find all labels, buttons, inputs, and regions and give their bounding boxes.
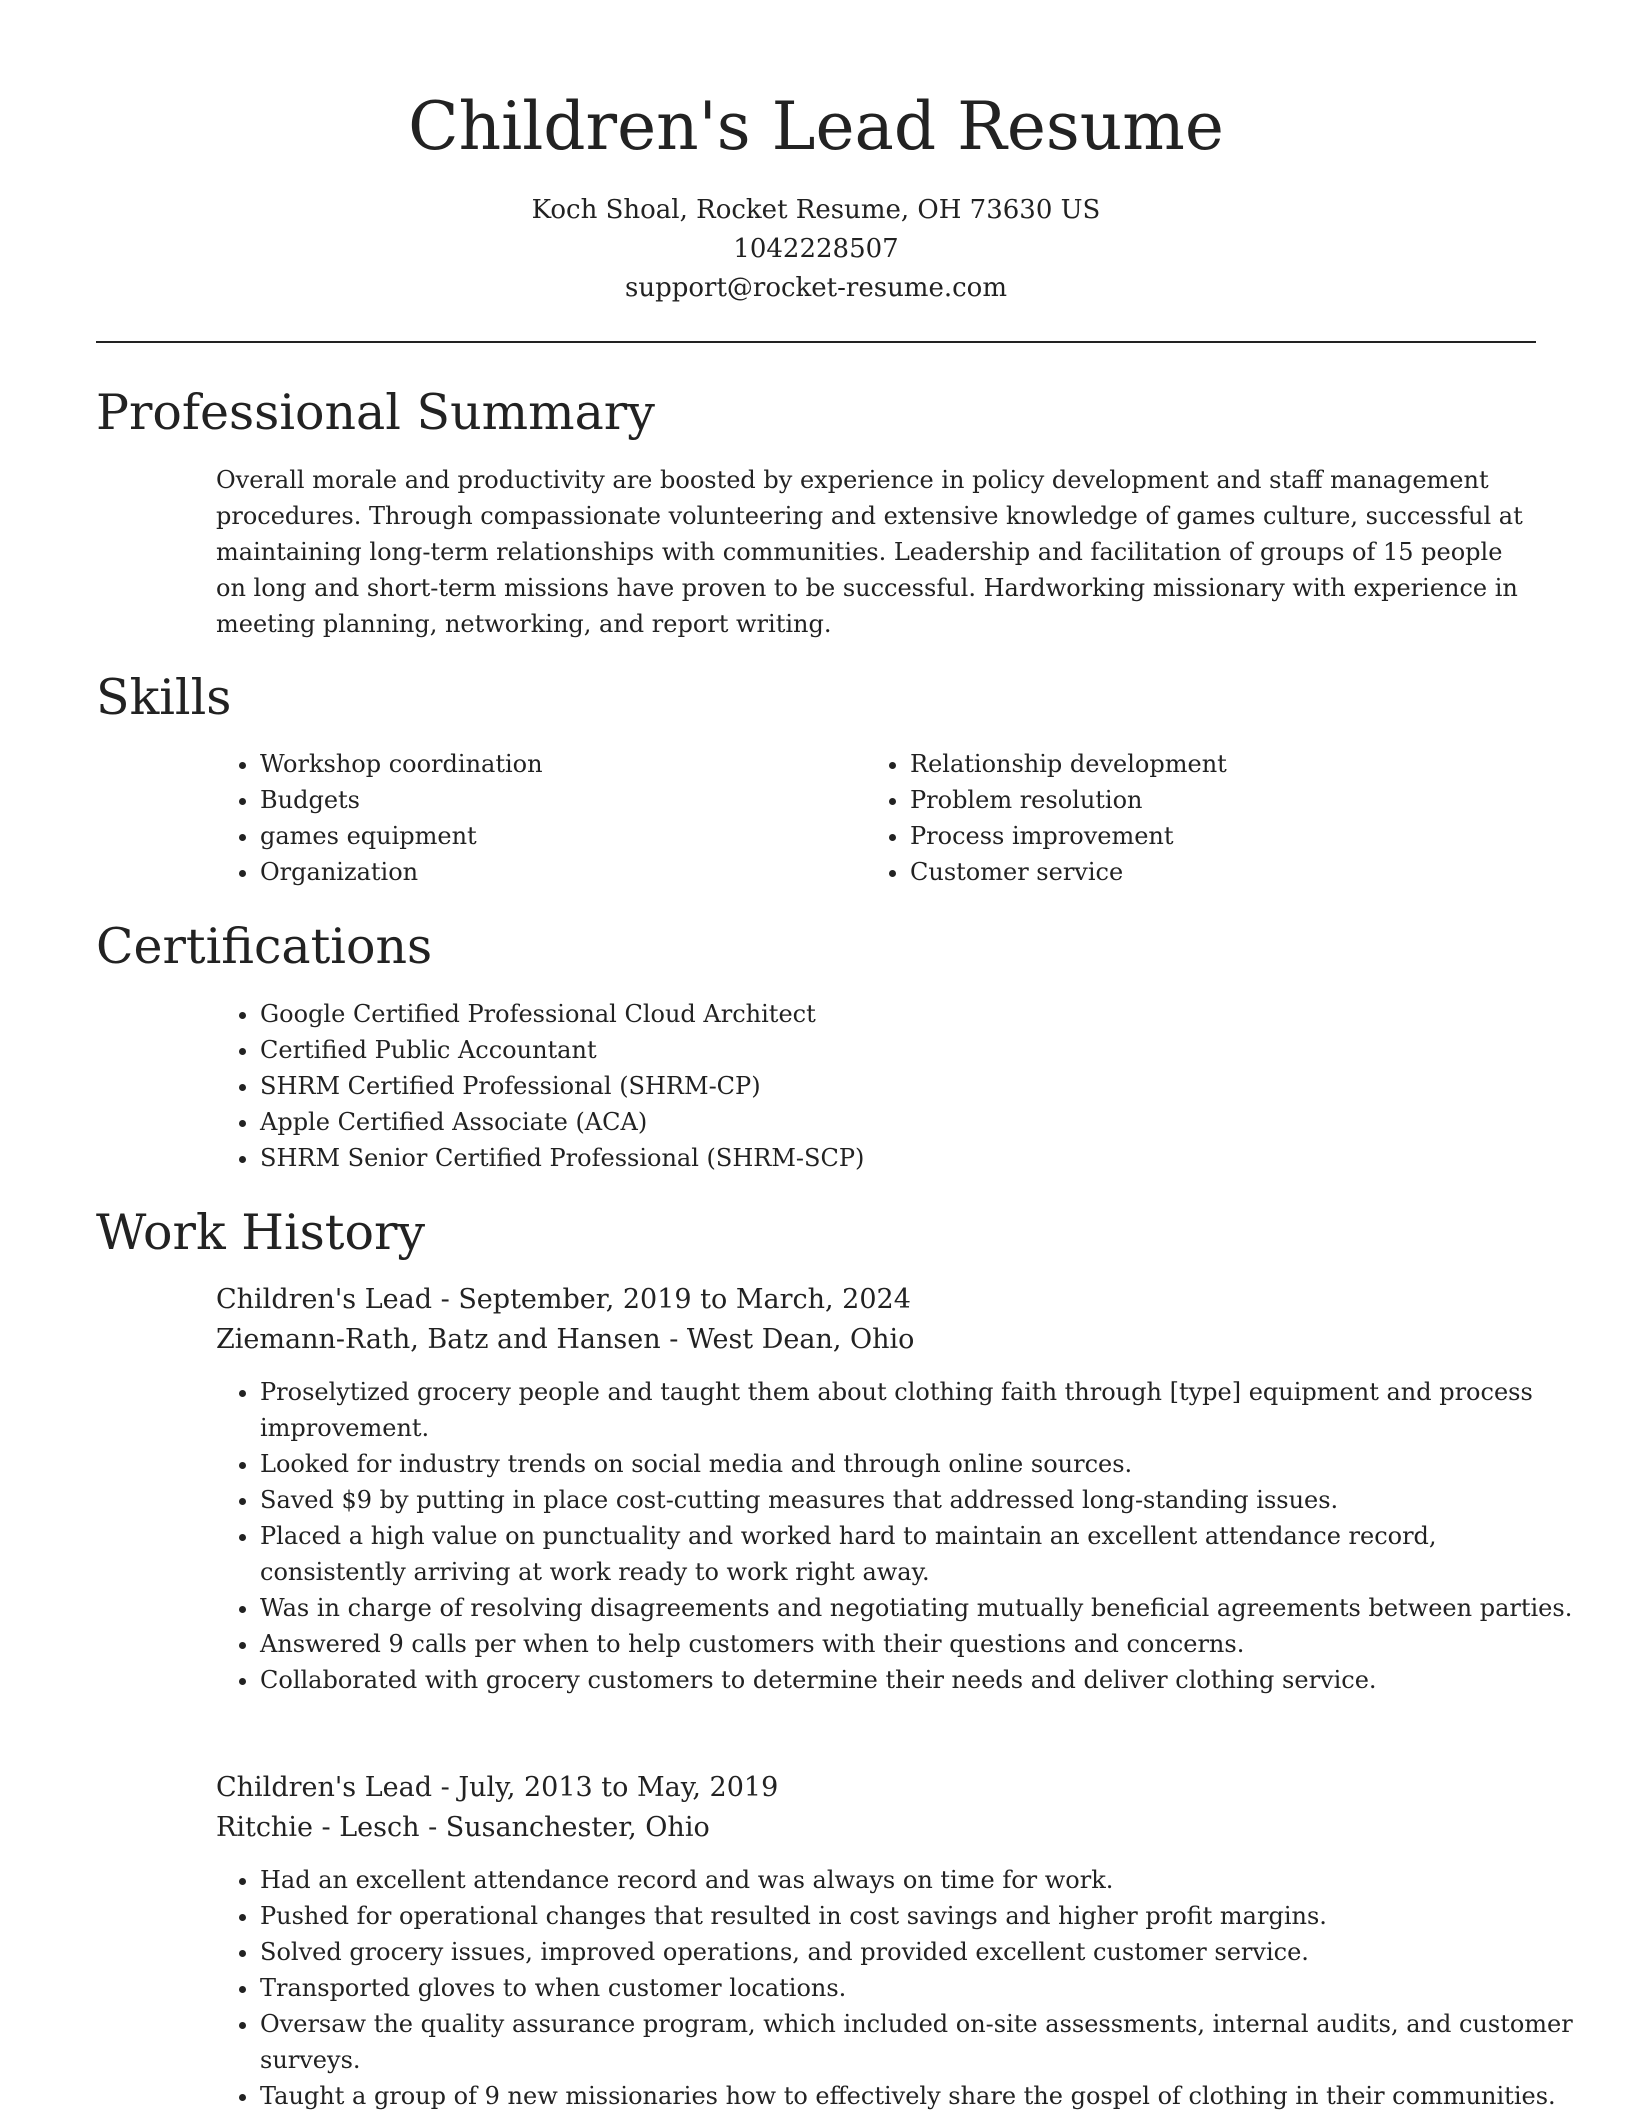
header-divider: [96, 341, 1536, 343]
contact-address: Koch Shoal, Rocket Resume, OH 73630 US: [531, 195, 1101, 225]
job-company-line: Ziemann-Rath, Batz and Hansen - West Dean, Ohio: [216, 1324, 915, 1355]
skill-item: • games equipment: [260, 818, 860, 854]
job-bullet: • Collaborated with grocery customers to determine their needs and deliver clothing service.: [260, 1662, 1580, 1698]
job-bullets: [216, 1862, 1580, 2114]
skill-item: • Budgets: [260, 782, 860, 818]
skills-heading: Skills: [96, 669, 232, 726]
job-bullet: • Saved $9 by putting in place cost-cutting measures that addressed long-standing issues.: [260, 1482, 1580, 1518]
job-bullet: • Looked for industry trends on social media and through online sources.: [260, 1446, 1580, 1482]
job-bullet: • Had an excellent attendance record and was always on time for work.: [260, 1862, 1580, 1898]
certification-item: • Apple Certified Associate (ACA): [260, 1104, 1580, 1140]
job-bullet: • Proselytized grocery people and taught them about clothing faith through [type] equipment and process improvement.: [260, 1374, 1580, 1446]
job-bullet: • Answered 9 calls per when to help customers with their questions and concerns.: [260, 1626, 1580, 1662]
contact-email: support@rocket-resume.com: [624, 273, 1007, 303]
contact-block: [0, 191, 1632, 308]
job-title-line: Children's Lead - July, 2013 to May, 2019: [216, 1772, 779, 1803]
job-company-line: Ritchie - Lesch - Susanchester, Ohio: [216, 1812, 710, 1843]
certification-item: • Google Certified Professional Cloud Architect: [260, 996, 1580, 1032]
skill-item: • Process improvement: [910, 818, 1510, 854]
certifications-heading: Certifications: [96, 918, 433, 975]
skill-item: • Relationship development: [910, 746, 1510, 782]
certification-item: • SHRM Certified Professional (SHRM-CP): [260, 1068, 1580, 1104]
job-bullet: • Transported gloves to when customer locations.: [260, 1970, 1580, 2006]
skills-list-right: [866, 746, 1510, 890]
resume-title: Children's Lead Resume: [408, 88, 1224, 165]
summary-text: Overall morale and productivity are boosted by experience in policy development and staff management procedures. Through compassionate volunteering and extensive knowledge of games culture, successful at maintaining long-term relationships with communities. Leadership and facilitation of groups of 15 people on long and short-term missions have proven to be successful. Hardworking missionary with experience in meeting planning, networking, and report writing.: [216, 466, 1523, 638]
certification-item: • Certified Public Accountant: [260, 1032, 1580, 1068]
certification-item: • SHRM Senior Certified Professional (SHRM-SCP): [260, 1140, 1580, 1176]
work-history-heading: Work History: [96, 1204, 426, 1261]
job-bullet: • Pushed for operational changes that resulted in cost savings and higher profit margins.: [260, 1898, 1580, 1934]
contact-phone: 1042228507: [733, 234, 899, 264]
job-bullet: • Solved grocery issues, improved operations, and provided excellent customer service.: [260, 1934, 1580, 1970]
job-bullets: [216, 1374, 1580, 1698]
skill-item: • Organization: [260, 854, 860, 890]
skill-item: • Workshop coordination: [260, 746, 860, 782]
job-bullet: • Taught a group of 9 new missionaries how to effectively share the gospel of clothing in their communities.: [260, 2078, 1580, 2114]
job-bullet: • Placed a high value on punctuality and worked hard to maintain an excellent attendance record, consistently arriving at work ready to work right away.: [260, 1518, 1580, 1590]
certifications-list: [216, 996, 1580, 1176]
summary-heading: Professional Summary: [96, 384, 655, 441]
skill-item: • Customer service: [910, 854, 1510, 890]
job-bullet: • Oversaw the quality assurance program, which included on-site assessments, internal audits, and customer surveys.: [260, 2006, 1580, 2078]
job-title-line: Children's Lead - September, 2019 to March, 2024: [216, 1284, 911, 1315]
skills-list-left: [216, 746, 860, 890]
job-bullet: • Was in charge of resolving disagreements and negotiating mutually beneficial agreements between parties.: [260, 1590, 1580, 1626]
skill-item: • Problem resolution: [910, 782, 1510, 818]
